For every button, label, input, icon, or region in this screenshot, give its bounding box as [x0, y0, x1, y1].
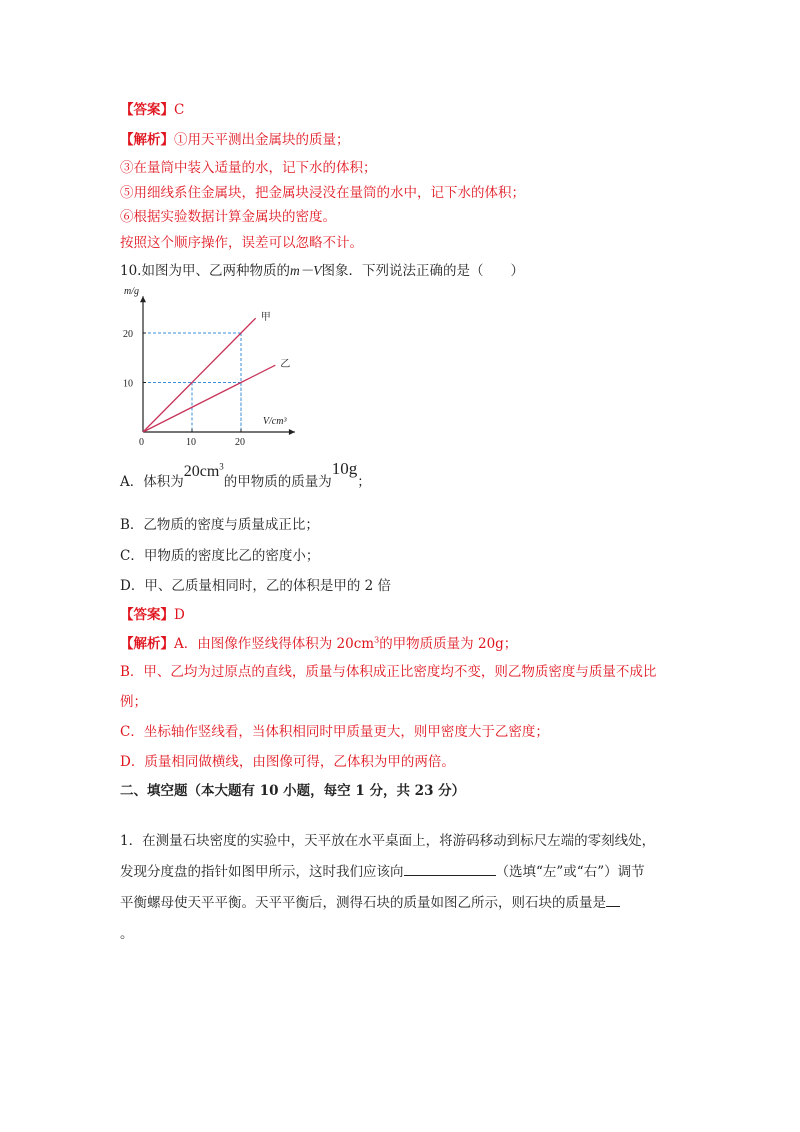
option-a-mass: 10g — [331, 459, 358, 478]
q10-option-d: D．甲、乙质量相同时，乙的体积是甲的 2 倍 — [120, 578, 391, 594]
option-a-end: ； — [357, 474, 371, 490]
option-a-volume-exp: 3 — [219, 461, 224, 472]
series-label: 甲 — [260, 312, 271, 324]
q10-analysis-line — [120, 632, 517, 652]
analysis-text-suffix: 的甲物质质量为 20g； — [379, 636, 518, 652]
q10-analysis-line: D．质量相同做横线，由图像可得，乙体积为甲的两倍。 — [120, 754, 455, 770]
q1-line: 1．在测量石块密度的实验中，天平放在水平桌面上，将游码移动到标尺左端的零刻线处， — [120, 833, 656, 849]
analysis-label: 【解析】 — [120, 636, 174, 652]
section-heading: 二、填空题（本大题有 10 小题，每空 1 分，共 23 分） — [120, 783, 466, 799]
series-line — [143, 365, 275, 432]
q10-answer — [120, 603, 185, 623]
option-a-volume — [184, 463, 224, 480]
answer-value: D — [174, 607, 185, 623]
q10-option-a — [120, 459, 371, 491]
q1-line2-prefix: 发现分度盘的指针如图甲所示，这时我们应该向 — [120, 864, 404, 880]
q10-analysis-line: 例； — [120, 694, 147, 710]
q10-stem-math: m－V — [289, 263, 322, 278]
q9-analysis-line: ⑥根据实验数据计算金属块的密度。 — [120, 209, 336, 225]
q10-analysis-line: B．甲、乙均为过原点的直线，质量与体积成正比密度均不变，则乙物质密度与质量不成比 — [120, 664, 657, 680]
option-a-prefix: A．体积为 — [120, 474, 184, 490]
q1-line — [120, 860, 645, 880]
answer-label: 【答案】 — [120, 102, 174, 118]
answer-value: C — [174, 102, 185, 118]
q1-line: 。 — [120, 926, 134, 942]
q9-analysis-line — [120, 128, 350, 148]
answer-blank[interactable] — [606, 894, 620, 907]
q10-option-b: B．乙物质的密度与质量成正比； — [120, 517, 319, 533]
option-a-volume-value: 20cm — [183, 463, 220, 480]
analysis-text: ①用天平测出金属块的质量； — [174, 132, 350, 148]
x-tick-label: 0 — [139, 437, 144, 448]
analysis-text: A．由图像作竖线得体积为 20cm — [174, 636, 375, 652]
y-axis-label: m/g — [124, 286, 139, 297]
x-tick-label: 10 — [186, 437, 196, 448]
q10-analysis-line: C．坐标轴作竖线看，当体积相同时甲质量更大，则甲密度大于乙密度； — [120, 724, 549, 740]
q9-analysis-line: 按照这个顺序操作，误差可以忽略不计。 — [120, 235, 363, 251]
x-axis-label: V/cm³ — [262, 416, 287, 427]
y-tick-label: 20 — [123, 329, 133, 340]
answer-label: 【答案】 — [120, 607, 174, 623]
y-axis-arrow — [140, 296, 146, 302]
q9-analysis-line: ⑤用细线系住金属块，把金属块浸没在量筒的水中，记下水的体积； — [120, 185, 525, 201]
analysis-exp: 3 — [374, 635, 380, 645]
chart-series — [143, 318, 275, 432]
series-line — [143, 318, 256, 432]
q1-line3-text: 平衡螺母使天平平衡。天平平衡后，测得石块的质量如图乙所示，则石块的质量是 — [120, 895, 606, 911]
q10-stem-prefix: 10.如图为甲、乙两种物质的 — [120, 263, 290, 279]
q10-stem — [120, 259, 524, 279]
option-a-middle: 的甲物质的质量为 — [223, 474, 332, 490]
q10-stem-suffix: 图象．下列说法正确的是（ ） — [321, 263, 524, 279]
series-label: 乙 — [280, 359, 291, 371]
x-axis-arrow — [289, 429, 295, 435]
q10-option-c: C．甲物质的密度比乙的密度小； — [120, 548, 320, 564]
mv-chart — [118, 282, 308, 452]
q9-analysis-line: ③在量筒中装入适量的水，记下水的体积； — [120, 160, 377, 176]
chart-axes — [140, 296, 295, 435]
analysis-label: 【解析】 — [120, 132, 174, 148]
q1-line — [120, 891, 620, 911]
x-tick-label: 20 — [235, 437, 245, 448]
y-tick-label: 10 — [123, 378, 133, 390]
q1-line2-suffix: （选填“左”或“右”）调节 — [495, 864, 645, 880]
q9-answer — [120, 98, 184, 118]
answer-blank[interactable] — [404, 863, 496, 876]
